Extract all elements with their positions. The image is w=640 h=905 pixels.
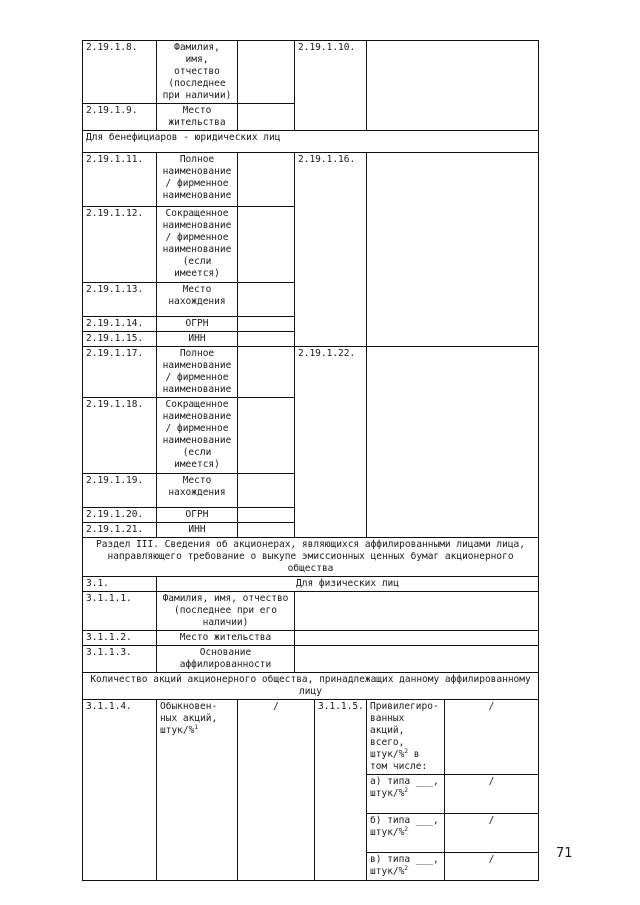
- value-cell[interactable]: [238, 153, 295, 207]
- value-cell[interactable]: [238, 347, 295, 398]
- value-cell[interactable]: [238, 283, 295, 317]
- share-type-label: [367, 814, 445, 853]
- table-row: [83, 592, 539, 631]
- table-row: [83, 41, 539, 104]
- table-row: [83, 700, 539, 775]
- row-number: 2.19.1.11.: [83, 153, 157, 207]
- value-cell[interactable]: [238, 474, 295, 508]
- table-row: [83, 153, 539, 207]
- value-cell[interactable]: [367, 153, 539, 347]
- row-label: Фамилия, имя, отчество (последнее при его наличии): [157, 592, 295, 631]
- row-number: 3.1.1.4.: [83, 700, 157, 881]
- value-cell[interactable]: [238, 508, 295, 523]
- table-row: [83, 577, 539, 592]
- row-label: ОГРН: [157, 508, 238, 523]
- row-label: Полное наименование / фирменное наименование: [157, 347, 238, 398]
- row-number: 3.1.1.3.: [83, 646, 157, 673]
- row-number: 3.1.1.5.: [315, 700, 367, 881]
- share-type-text: а) типа ___, штук/%: [370, 776, 439, 799]
- share-type-label: [367, 853, 445, 881]
- row-label: Место нахождения: [157, 474, 238, 508]
- value-cell[interactable]: [367, 41, 539, 131]
- ordinary-shares-label: [157, 700, 238, 881]
- row-number: 2.19.1.15.: [83, 332, 157, 347]
- footnote-mark: 2: [404, 825, 408, 833]
- share-type-text: в) типа ___, штук/%: [370, 854, 439, 877]
- row-label: Основание аффилированности: [157, 646, 295, 673]
- reference-number: 2.19.1.22.: [295, 347, 367, 538]
- form-table: [82, 40, 539, 881]
- row-label: ИНН: [157, 332, 238, 347]
- value-cell[interactable]: [367, 347, 539, 538]
- ordinary-shares-text: Обыкновен-ных акций, штук/%: [160, 701, 218, 736]
- value-cell[interactable]: [238, 523, 295, 538]
- row-number: 2.19.1.13.: [83, 283, 157, 317]
- table-row: [83, 131, 539, 153]
- row-number: 2.19.1.8.: [83, 41, 157, 104]
- row-number: 3.1.1.1.: [83, 592, 157, 631]
- including-text: в том числе:: [370, 749, 428, 772]
- preferred-shares-value[interactable]: /: [445, 700, 539, 775]
- table-row: [83, 646, 539, 673]
- table-row: [83, 673, 539, 700]
- row-number: 2.19.1.9.: [83, 104, 157, 131]
- section-3-1-label: Для физических лиц: [157, 577, 539, 592]
- shares-header: Количество акций акционерного общества, принадлежащих данному аффилированному лицу: [83, 673, 539, 700]
- row-number: 2.19.1.12.: [83, 207, 157, 283]
- row-label: Место нахождения: [157, 283, 238, 317]
- row-number: 3.1.1.2.: [83, 631, 157, 646]
- reference-number: 2.19.1.10.: [295, 41, 367, 131]
- page-number: 71: [556, 846, 573, 861]
- row-number: 2.19.1.19.: [83, 474, 157, 508]
- row-label: Сокращенное наименование / фирменное наименование (если имеется): [157, 207, 238, 283]
- table-row: [83, 347, 539, 398]
- value-cell[interactable]: [238, 398, 295, 474]
- share-type-text: б) типа ___, штук/%: [370, 815, 439, 838]
- row-label: ОГРН: [157, 317, 238, 332]
- value-cell[interactable]: [238, 104, 295, 131]
- reference-number: 2.19.1.16.: [295, 153, 367, 347]
- footnote-mark: 2: [404, 864, 408, 872]
- row-label: Фамилия, имя, отчество (последнее при наличии): [157, 41, 238, 104]
- footnote-mark: 2: [404, 747, 408, 755]
- value-cell[interactable]: [238, 207, 295, 283]
- row-number: 3.1.: [83, 577, 157, 592]
- value-cell[interactable]: [295, 631, 539, 646]
- share-type-value[interactable]: /: [445, 814, 539, 853]
- row-label: Сокращенное наименование / фирменное наименование (если имеется): [157, 398, 238, 474]
- preferred-shares-label: [367, 700, 445, 775]
- row-label: Место жительства: [157, 104, 238, 131]
- row-number: 2.19.1.14.: [83, 317, 157, 332]
- row-label: Место жительства: [157, 631, 295, 646]
- section-3-title: Раздел III. Сведения об акционерах, являющихся аффилированными лицами лица, направляющего требование о выкупе эмиссионных ценных бумаг акционерного общества: [83, 538, 539, 577]
- row-number: 2.19.1.21.: [83, 523, 157, 538]
- value-cell[interactable]: [295, 646, 539, 673]
- legal-entities-header: Для бенефициаров - юридических лиц: [83, 131, 539, 153]
- share-type-value[interactable]: /: [445, 775, 539, 814]
- preferred-shares-text: Привилегиро-ванных акций, всего, штук/%: [370, 701, 439, 760]
- footnote-mark: 1: [194, 723, 198, 731]
- value-cell[interactable]: [295, 592, 539, 631]
- row-number: 2.19.1.20.: [83, 508, 157, 523]
- share-type-label: [367, 775, 445, 814]
- footnote-mark: 2: [404, 786, 408, 794]
- share-type-value[interactable]: /: [445, 853, 539, 881]
- row-label: ИНН: [157, 523, 238, 538]
- row-number: 2.19.1.17.: [83, 347, 157, 398]
- value-cell[interactable]: [238, 332, 295, 347]
- row-label: Полное наименование / фирменное наименование: [157, 153, 238, 207]
- row-number: 2.19.1.18.: [83, 398, 157, 474]
- value-cell[interactable]: [238, 41, 295, 104]
- value-cell[interactable]: [238, 317, 295, 332]
- ordinary-shares-value[interactable]: /: [238, 700, 315, 881]
- table-row: [83, 538, 539, 577]
- table-row: [83, 631, 539, 646]
